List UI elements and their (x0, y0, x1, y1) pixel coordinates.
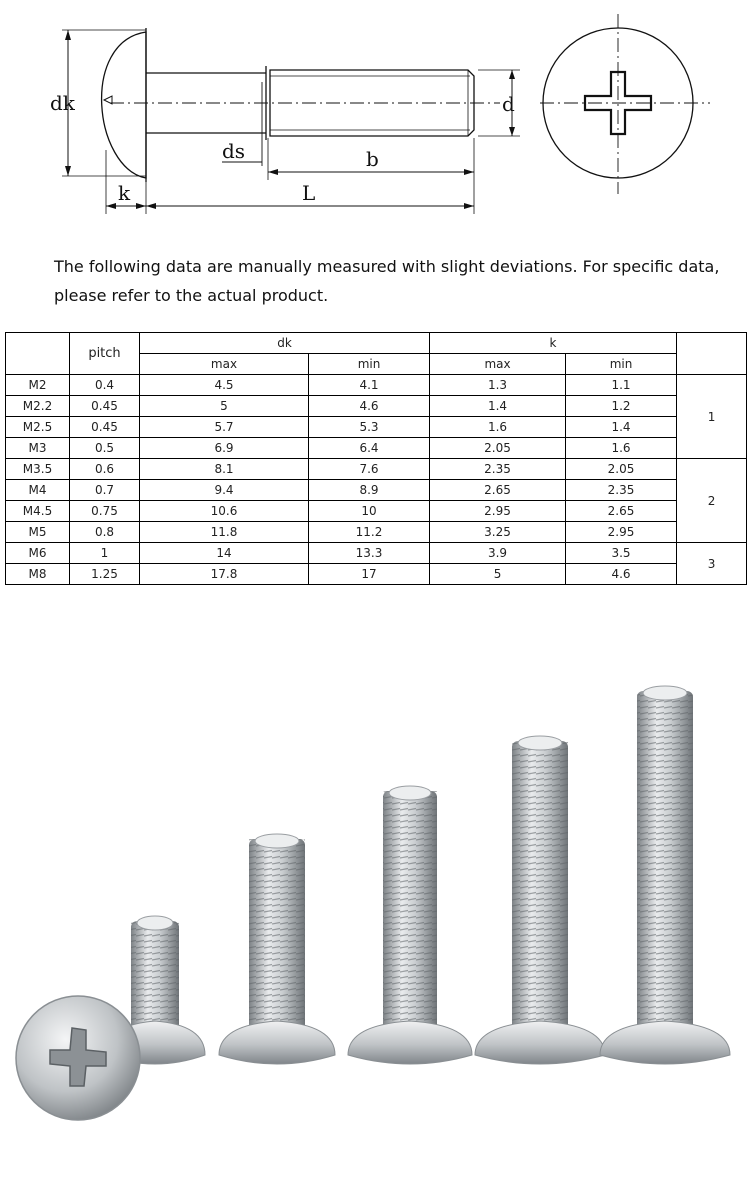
header-pitch: pitch (70, 333, 140, 375)
cell-dk-min: 4.1 (309, 375, 430, 396)
measurement-note: The following data are manually measured with slight deviations. For specific data, please refer to the actual product. (54, 257, 720, 305)
cell-k-min: 1.4 (566, 417, 677, 438)
spec-table (5, 332, 747, 585)
cell-dk-min: 6.4 (309, 438, 430, 459)
label-k: k (118, 181, 131, 205)
cell-k-max: 1.3 (430, 375, 566, 396)
table-row (6, 396, 747, 417)
cell-dk-max: 4.5 (140, 375, 309, 396)
header-group (677, 333, 747, 375)
screw-head-outline (102, 32, 146, 178)
cell-k-max: 5 (430, 564, 566, 585)
cell-k-min: 3.5 (566, 543, 677, 564)
cell-dk-max: 9.4 (140, 480, 309, 501)
header-dk-max: max (140, 354, 309, 375)
table-row (6, 375, 747, 396)
cell-k-max: 1.4 (430, 396, 566, 417)
cell-dk-max: 6.9 (140, 438, 309, 459)
table-row (6, 564, 747, 585)
table-row (6, 501, 747, 522)
cell-k-max: 1.6 (430, 417, 566, 438)
cell-group: 3 (677, 543, 747, 585)
header-dk: dk (140, 333, 430, 354)
table-row (6, 522, 747, 543)
cell-size: M2.2 (6, 396, 70, 417)
cell-dk-max: 5.7 (140, 417, 309, 438)
cell-k-min: 1.6 (566, 438, 677, 459)
cell-dk-min: 8.9 (309, 480, 430, 501)
cell-k-min: 1.2 (566, 396, 677, 417)
cell-pitch: 1 (70, 543, 140, 564)
cell-dk-max: 5 (140, 396, 309, 417)
table-row (6, 417, 747, 438)
label-dk: dk (50, 91, 75, 115)
cell-size: M5 (6, 522, 70, 543)
cell-dk-min: 5.3 (309, 417, 430, 438)
cell-size: M6 (6, 543, 70, 564)
cell-dk-min: 11.2 (309, 522, 430, 543)
cell-dk-min: 10 (309, 501, 430, 522)
cell-dk-max: 8.1 (140, 459, 309, 480)
screw-head-top-view (16, 996, 140, 1120)
cell-k-min: 2.35 (566, 480, 677, 501)
cell-pitch: 0.75 (70, 501, 140, 522)
cell-dk-max: 17.8 (140, 564, 309, 585)
cell-size: M4 (6, 480, 70, 501)
table-row (6, 438, 747, 459)
cell-k-max: 2.65 (430, 480, 566, 501)
screw-set (105, 686, 730, 1064)
label-ds: ds (222, 139, 246, 163)
cell-dk-min: 7.6 (309, 459, 430, 480)
header-k-min: min (566, 354, 677, 375)
screw-5 (600, 686, 730, 1064)
cell-k-min: 2.65 (566, 501, 677, 522)
cell-pitch: 0.45 (70, 396, 140, 417)
cell-size: M4.5 (6, 501, 70, 522)
cell-k-max: 3.9 (430, 543, 566, 564)
table-row (6, 459, 747, 480)
cell-size: M3.5 (6, 459, 70, 480)
cell-pitch: 0.45 (70, 417, 140, 438)
screw-dimension-diagram (0, 0, 750, 230)
screw-4 (475, 736, 605, 1064)
cell-k-max: 2.35 (430, 459, 566, 480)
cell-size: M3 (6, 438, 70, 459)
cell-dk-min: 17 (309, 564, 430, 585)
cell-dk-max: 10.6 (140, 501, 309, 522)
table-header-row (6, 333, 747, 354)
cell-k-min: 2.95 (566, 522, 677, 543)
label-L: L (302, 181, 316, 205)
screw-2 (219, 834, 335, 1064)
cell-pitch: 1.25 (70, 564, 140, 585)
cell-pitch: 0.6 (70, 459, 140, 480)
cell-dk-max: 11.8 (140, 522, 309, 543)
header-k-max: max (430, 354, 566, 375)
cell-pitch: 0.4 (70, 375, 140, 396)
cell-dk-min: 4.6 (309, 396, 430, 417)
table-row (6, 480, 747, 501)
cell-k-max: 2.05 (430, 438, 566, 459)
cell-pitch: 0.7 (70, 480, 140, 501)
screw-3 (348, 786, 472, 1064)
cell-size: M2 (6, 375, 70, 396)
header-size (6, 333, 70, 375)
label-d: d (502, 92, 515, 116)
cell-size: M2.5 (6, 417, 70, 438)
cell-size: M8 (6, 564, 70, 585)
table-row (6, 543, 747, 564)
cell-k-max: 2.95 (430, 501, 566, 522)
cell-k-max: 3.25 (430, 522, 566, 543)
cell-pitch: 0.8 (70, 522, 140, 543)
cell-k-min: 1.1 (566, 375, 677, 396)
label-b: b (366, 147, 379, 171)
cell-group: 1 (677, 375, 747, 459)
cell-k-min: 2.05 (566, 459, 677, 480)
cell-dk-min: 13.3 (309, 543, 430, 564)
header-k: k (430, 333, 677, 354)
header-dk-min: min (309, 354, 430, 375)
cell-k-min: 4.6 (566, 564, 677, 585)
cell-pitch: 0.5 (70, 438, 140, 459)
cell-group: 2 (677, 459, 747, 543)
product-photo-screws (0, 650, 750, 1170)
cell-dk-max: 14 (140, 543, 309, 564)
